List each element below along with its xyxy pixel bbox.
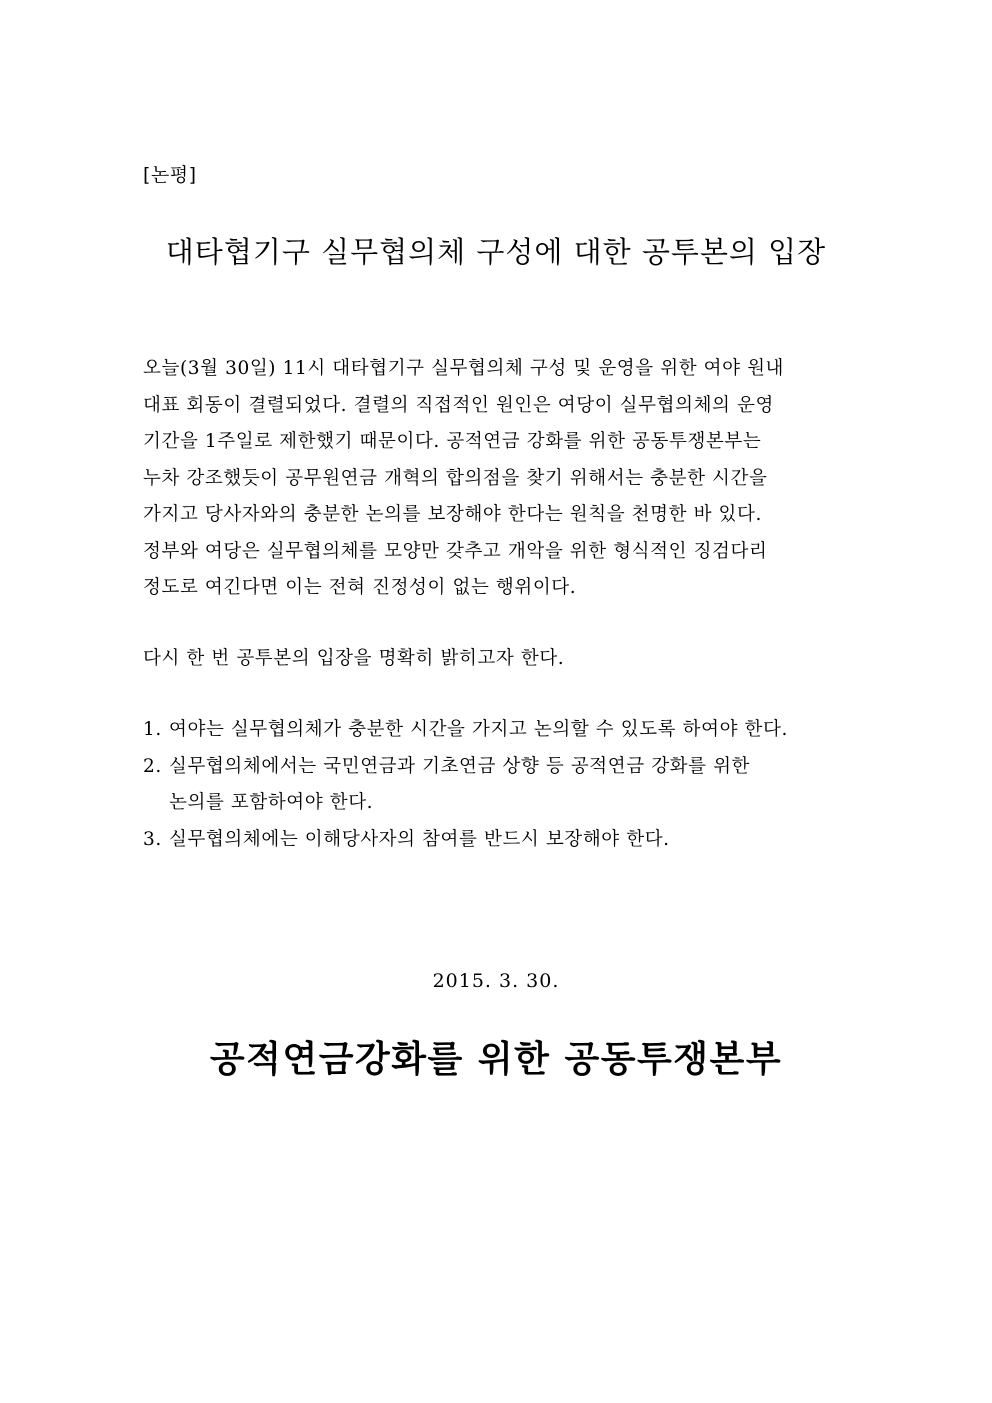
- paragraph-line: 정도로 여긴다면 이는 전혀 진정성이 없는 행위이다.: [143, 577, 577, 598]
- paragraph-line: 정부와 여당은 실무협의체를 모양만 갖추고 개악을 위한 형식적인 징검다리: [143, 540, 768, 562]
- demand-item: [143, 712, 853, 749]
- paragraph-line: 오늘(3월 30일) 11시 대타협기구 실무협의체 구성 및 운영을 위한 여야 원내: [143, 358, 785, 379]
- demand-item: [143, 749, 853, 786]
- demand-text: 실무협의체에서는 국민연금과 기초연금 상향 등 공적연금 강화를 위한: [169, 755, 751, 777]
- demand-number: 1.: [143, 719, 162, 740]
- demand-number: 3.: [143, 828, 162, 850]
- paragraph-line: 기간을 1주일로 제한했기 때문이다. 공적연금 강화를 위한 공동투쟁본부는: [143, 431, 762, 452]
- demand-text: 논의를 포함하여야 한다.: [169, 792, 374, 813]
- demand-text: 실무협의체에는 이해당사자의 참여를 반드시 보장해야 한다.: [169, 828, 670, 850]
- paragraph-line: 가지고 당사자와의 충분한 논의를 보장해야 한다는 원칙을 천명한 바 있다.: [143, 504, 762, 525]
- demands-list: [143, 712, 853, 858]
- page-title: 대타협기구 실무협의체 구성에 대한 공투본의 입장: [165, 235, 827, 269]
- organization-name: 공적연금강화를 위한 공동투쟁본부: [209, 1039, 783, 1080]
- demand-item: [143, 822, 853, 859]
- statement-paragraph: [143, 351, 853, 607]
- demand-number: 2.: [143, 755, 162, 777]
- document-tag: [논평]: [143, 164, 197, 186]
- demand-text: 여야는 실무협의체가 충분한 시간을 가지고 논의할 수 있도록 하여야 한다.: [169, 719, 788, 740]
- document-date: 2015. 3. 30.: [432, 970, 560, 992]
- paragraph-line: 대표 회동이 결렬되었다. 결렬의 직접적인 원인은 여당이 실무협의체의 운영: [143, 394, 774, 416]
- restatement-line: 다시 한 번 공투본의 입장을 명확히 밝히고자 한다.: [143, 648, 565, 669]
- paragraph-line: 누차 강조했듯이 공무원연금 개혁의 합의점을 찾기 위해서는 충분한 시간을: [143, 467, 768, 489]
- demand-item-continuation: [143, 785, 853, 822]
